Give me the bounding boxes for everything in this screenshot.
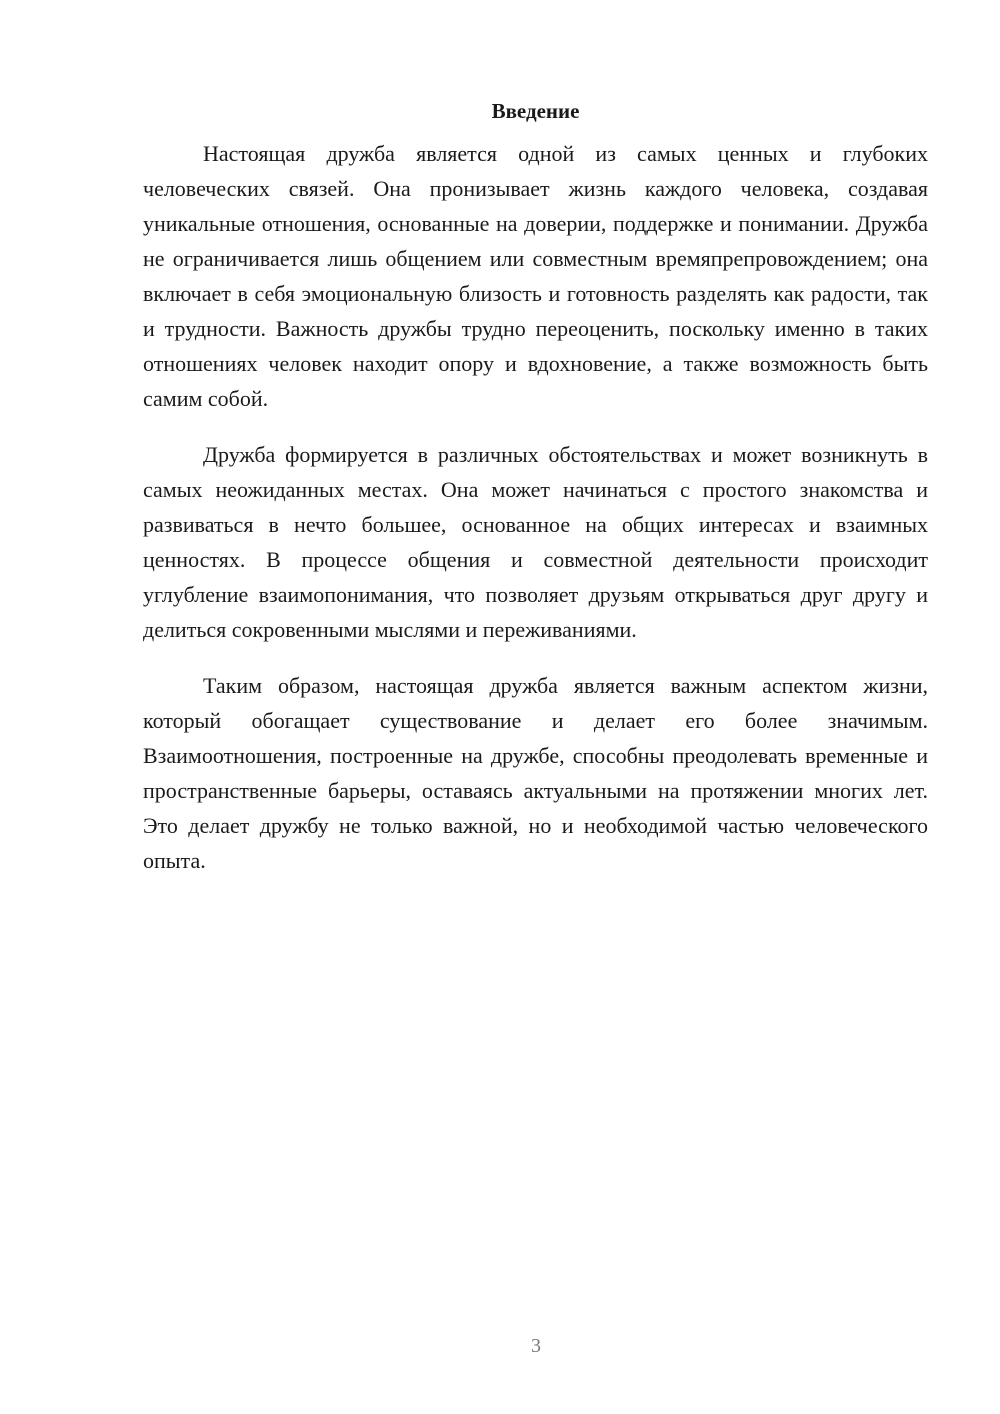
section-title: Введение: [491, 99, 580, 123]
paragraph-2: Дружба формируется в различных обстоятельствах и может возникнуть в самых неожиданных местах. Она может начинаться с простого знакомства и развиваться в нечто большее, основанное на общих интересах и взаимных ценностях. В процессе общения и совместной деятельности происходит углубление взаимопонимания, что позволяет друзьям открываться друг другу и делиться сокровенными мыслями и переживаниями.: [143, 442, 928, 642]
page-content: [143, 96, 928, 899]
paragraph-1: Настоящая дружба является одной из самых ценных и глубоких человеческих связей. Она пронизывает жизнь каждого человека, создавая уникальные отношения, основанные на доверии, поддержке и понимании. Дружба не ограничивается лишь общением или совместным времяпрепровождением; она включает в себя эмоциональную близость и готовность разделять как радости, так и трудности. Важность дружбы трудно переоценить, поскольку именно в таких отношениях человек находит опору и вдохновение, а также возможность быть самим собой.: [143, 141, 928, 411]
paragraph-3: Таким образом, настоящая дружба является важным аспектом жизни, который обогащает существование и делает его более значимым. Взаимоотношения, построенные на дружбе, способны преодолевать временные и пространственные барьеры, оставаясь актуальными на протяжении многих лет. Это делает дружбу не только важной, но и необходимой частью человеческого опыта.: [143, 673, 928, 873]
page-number: 3: [531, 1335, 541, 1357]
